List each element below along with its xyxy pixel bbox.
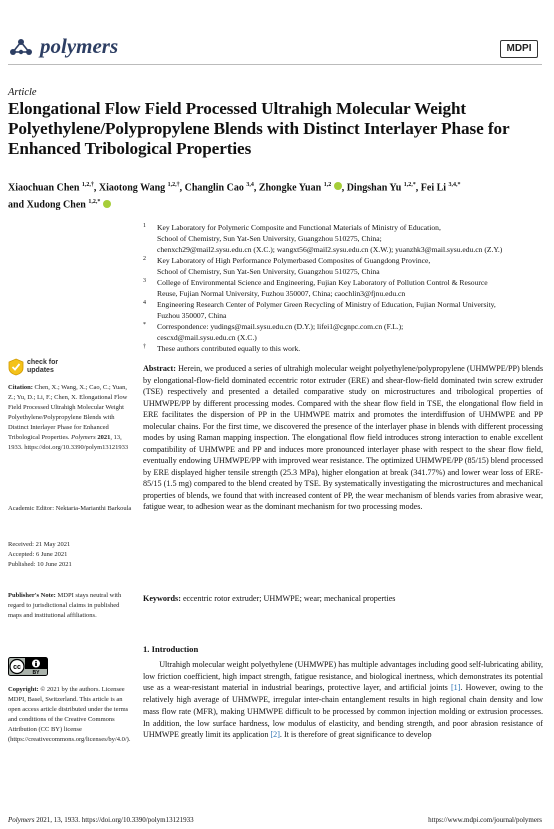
reference-link[interactable]: [2]	[270, 730, 280, 740]
check-for-updates-label	[27, 359, 58, 375]
affiliation-line: chenxch29@mail2.sysu.edu.cn (X.C.); wangxt56@mail2.sysu.edu.cn (X.W.); yuanzhk3@mail.sysu.edu.cn (Z.Y.)	[157, 245, 503, 254]
intro-text: Ultrahigh molecular weight polyethylene (UHMWPE) has multiple advantages including good self-lubricating ability, low friction coefficient, high impact strength, fatigue resistance, and biological inertness, which demonstrates its potential use as a wear-resistant material in industrial bearings, protective layer, and artificial joints	[143, 660, 543, 693]
affiliation-item	[143, 255, 543, 277]
abstract-text: Herein, we produced a series of ultrahigh molecular weight polyethylene/polypropylene (UHMWPE/PP) blends by elongational-flow-field dominated eccentric rotor extruder (ERE) and shear-flow-field dominated twin screw extruder (TSE) respectively and presented a detailed comparative study on microstructures and tribological properties of UHMWPE/PP by different processing modes. Compared with the shear flow field in TSE, the elongational flow field in ERE facilitates the dispersion of PP in the UHMWPE matrix and promotes the interdiffusion of UHMWPE and PP molecular chains. For the first time, we discovered the presence of the interlayer phase in blends with different processing modes by using Raman mapping inspection. The elongational flow field introduces strong interaction to enable excellent compatibility of UHMWPE and PP and induces more pronounced interlayer phase with respect to the shear flow field, eventually endowing UHMWPE/PP with improved wear resistance. The optimized UHMWPE/PP (85/15) blend processed by ERE displayed higher tensile strength (25.3 MPa), higher elongation at break (341.77%) and lower wear loss of ERE-85/15 (1.5 mg) compared to the blend created by TSE. By systematically investigating the microstructures and mechanical properties of blends, we found that with increased content of PP, the wear mechanism of blends varies from abrasive wear, fatigue wear, to adhesion wear as the dominant mechanism for two processing modes.	[143, 364, 543, 512]
orcid-icon[interactable]	[103, 200, 111, 208]
footer-citation-text[interactable]: 2021, 13, 1933. https://doi.org/10.3390/polym13121933	[34, 816, 194, 824]
affiliation-mark: 3	[143, 278, 146, 284]
affiliation-mark: 4	[143, 300, 146, 306]
section-heading-introduction: 1. Introduction	[143, 644, 199, 654]
citation-rest[interactable]: , 13, 1933. https://doi.org/10.3390/polym13121933	[8, 434, 129, 451]
citation-label: Citation:	[8, 384, 33, 391]
academic-editor-name: Nektaria-Marianthi Barkoula	[55, 505, 132, 512]
affiliations	[143, 222, 543, 354]
affiliation-item	[143, 299, 543, 321]
author: Xiaotong Wang	[98, 182, 166, 194]
academic-editor	[8, 504, 133, 514]
polymers-logo-icon	[8, 36, 34, 58]
author: Xiaochuan Chen	[8, 182, 80, 194]
footer-journal: Polymers	[8, 816, 35, 824]
affiliation-line: Engineering Research Center of Polymer Green Recycling of Ministry of Education, Fujian Normal University,	[157, 300, 496, 309]
author: Xudong Chen	[26, 199, 86, 211]
svg-text:BY: BY	[32, 670, 40, 676]
footer-citation	[8, 816, 194, 824]
mdpi-logo: MDPI	[500, 40, 538, 58]
author-affiliation-mark: 1,2,†	[81, 182, 94, 188]
introduction-paragraph	[143, 659, 543, 741]
citation-year: 2021	[97, 434, 111, 441]
author-affiliation-mark: 3,4	[246, 182, 254, 188]
affiliation-line: Fuzhou 350007, China	[157, 311, 227, 320]
author: Zhongke Yuan	[258, 182, 322, 194]
correspondence	[143, 321, 543, 343]
orcid-icon[interactable]	[334, 182, 342, 190]
svg-text:cc: cc	[13, 664, 21, 672]
check-for-updates-button[interactable]	[8, 358, 68, 380]
date-published: Published: 10 June 2021	[8, 561, 72, 568]
publisher-note-text: MDPI stays neutral with regard to jurisdictional claims in published maps and institutional affiliations.	[8, 592, 122, 619]
publisher-note-label: Publisher's Note:	[8, 592, 56, 599]
affiliation-line: Key Laboratory for Polymeric Composite and Functional Materials of Ministry of Education,	[157, 223, 441, 232]
affiliation-mark: 1	[143, 223, 146, 229]
check-line-1: check for	[27, 359, 59, 366]
intro-text: . However, owing to the relatively high average of UHMWPE, irregular inter-chain entanglement results in high regional chain density and low mass flow rate (MFR), making UHMWPE difficult to be processed by common injection molding or extrusion processes. In addition, the low surface hardness, low modulus of elasticity, and bending strength, and poor abrasion resistance of UHMWPE greatly limit its application	[143, 683, 543, 740]
author: Dingshan Yu	[346, 182, 402, 194]
check-for-updates-icon	[8, 358, 24, 376]
keywords	[143, 593, 543, 604]
equal-contribution-note	[143, 343, 543, 354]
reference-link[interactable]: [1]	[450, 683, 461, 693]
keywords-label: Keywords:	[143, 594, 181, 603]
affiliation-line: Correspondence: yudings@mail.sysu.edu.cn (D.Y.); lifei1@cgnpc.com.cn (F.L.);	[157, 322, 404, 331]
footer-journal-url[interactable]: https://www.mdpi.com/journal/polymers	[428, 816, 542, 824]
header-divider	[8, 64, 542, 65]
affiliation-line: cescxd@mail.sysu.edu.cn (X.C.)	[157, 333, 257, 342]
journal-name: polymers	[40, 34, 119, 58]
citation-block	[8, 383, 133, 453]
affiliation-line: Key Laboratory of High Performance Polymerbased Composites of Guangdong Province,	[157, 256, 431, 265]
citation-text: Chen, X.; Wang, X.; Cao, C.; Yuan, Z.; Yu, D.; Li, F.; Chen, X. Elongational Flow Field Processed Ultrahigh Molecular Weight Polyethylene/Polypropylene Blends with Distinct Interlayer Phase for Enhanced Tribological Properties.	[8, 384, 128, 441]
date-accepted: Accepted: 6 June 2021	[8, 551, 68, 558]
affiliation-mark: †	[143, 344, 146, 350]
copyright-label: Copyright:	[8, 686, 39, 693]
copyright-text: © 2021 by the authors. Licensee MDPI, Basel, Switzerland. This article is an open access article distributed under the terms and conditions of the Creative Commons Attribution (CC BY) license (https://creativecommons.org/licenses/by/4.0/).	[8, 686, 131, 743]
copyright-block	[8, 685, 133, 745]
affiliation-line: Reuse, Fujian Normal University, Fuzhou 350007, China; caochlin3@fjnu.edu.cn	[157, 289, 406, 298]
affiliation-item	[143, 222, 543, 255]
publication-dates	[8, 540, 133, 570]
publisher-note	[8, 591, 133, 621]
check-line-2: updates	[27, 367, 54, 374]
date-received: Received: 21 May 2021	[8, 541, 71, 548]
author-affiliation-mark: 1,2,†	[167, 182, 180, 188]
affiliation-line: College of Environmental Science and Engineering, Fujian Key Laboratory of Pollution Control & Resource	[157, 278, 488, 287]
author: Fei Li	[420, 182, 447, 194]
author: Changlin Cao	[184, 182, 244, 194]
intro-text: . It is therefore of great significance to develop	[279, 730, 432, 740]
author-affiliation-mark: 1,2	[323, 182, 332, 188]
abstract-label: Abstract:	[143, 364, 176, 373]
cc-by-license-icon[interactable]	[8, 657, 48, 676]
author-conjunction: and	[8, 199, 25, 211]
affiliation-line: School of Chemistry, Sun Yat-Sen University, Guangzhou 510275, China;	[157, 234, 382, 243]
article-type: Article	[8, 87, 37, 98]
affiliation-line: School of Chemistry, Sun Yat-Sen University, Guangzhou 510275, China	[157, 267, 380, 276]
academic-editor-label: Academic Editor:	[8, 505, 55, 512]
keywords-text: eccentric rotor extruder; UHMWPE; wear; mechanical properties	[182, 594, 396, 603]
author-list: Xiaochuan Chen $^{1,2,\dagger}$, Xiaotong Wang $^{1,2,\dagger}$, Changlin Cao $^{3,4}$, Zhongke Yuan $^{1,2}$ , Dingshan Yu $^{1,2,*}$, Fei Li $^{3,4,*}$ and Xudong Chen $^{1,2,*}$	[8, 182, 461, 211]
article-title: Elongational Flow Field Processed Ultrahigh Molecular Weight Polyethylene/Polypropylene Blends with Distinct Interlayer Phase for Enhanced Tribological Properties	[8, 99, 510, 158]
affiliation-item	[143, 277, 543, 299]
citation-journal: Polymers	[71, 434, 96, 441]
author-affiliation-mark: 1,2,*	[88, 199, 101, 206]
author-affiliation-mark: 1,2,*	[403, 182, 416, 188]
affiliation-mark: *	[143, 322, 146, 328]
affiliation-line: These authors contributed equally to this work.	[157, 344, 301, 353]
abstract	[143, 363, 543, 513]
author-affiliation-mark: 3,4,*	[448, 182, 461, 188]
affiliation-mark: 2	[143, 256, 146, 262]
